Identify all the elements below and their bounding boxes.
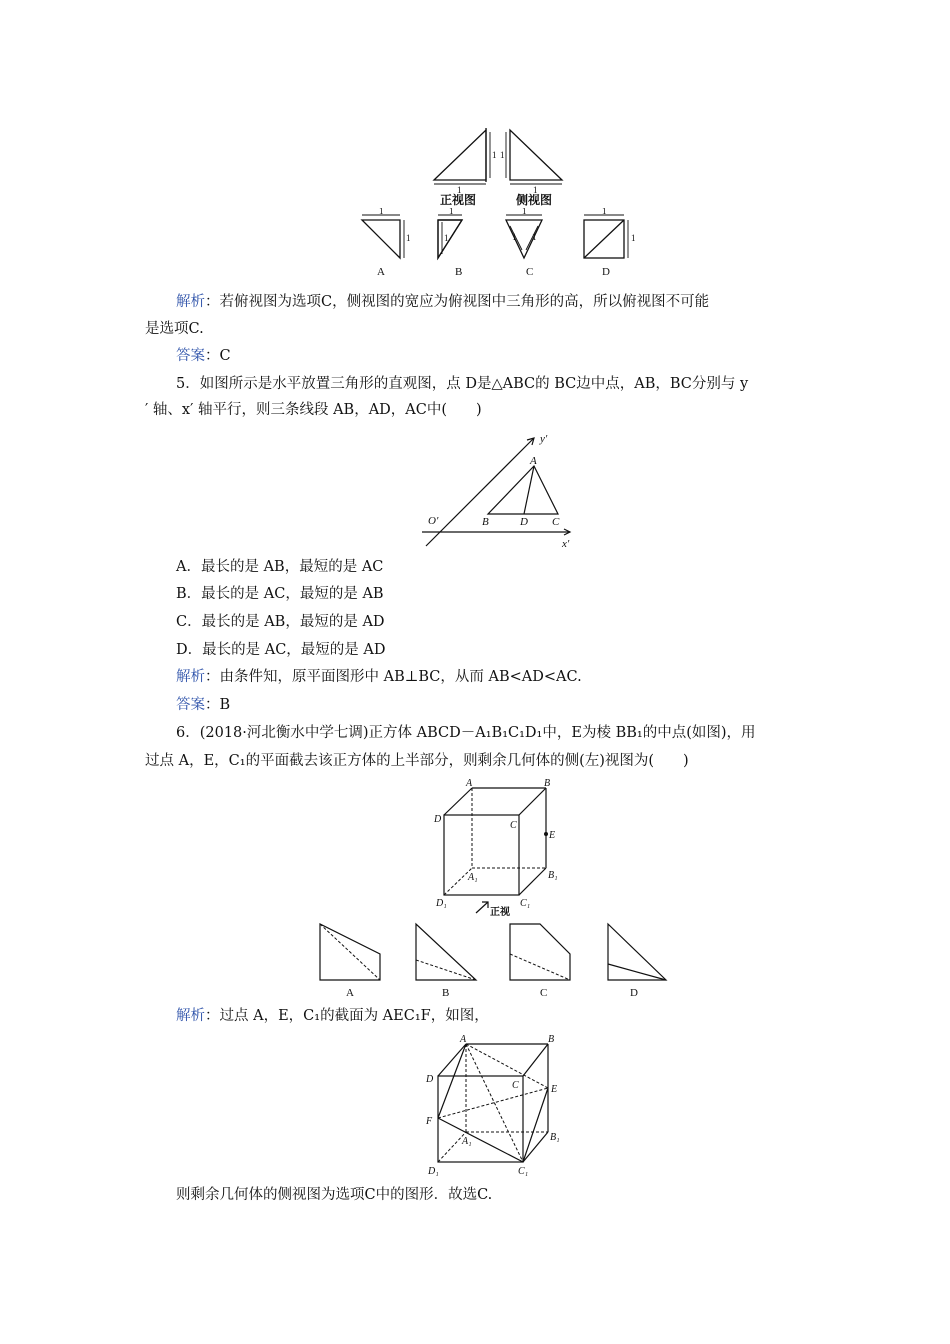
q4-dim-front-v: 1 bbox=[492, 150, 497, 160]
q6-cube-label-e: E bbox=[549, 830, 556, 841]
q6-stem-line1: 6．(2018·河北衡水中学七调)正方体 ABCD－A₁B₁C₁D₁中，E为棱 BB₁的中点(如图)，用 bbox=[176, 725, 756, 741]
q6-analysis-tag: 解析 bbox=[176, 1008, 205, 1024]
q5-label-d: D bbox=[520, 516, 528, 528]
q6-cube-figure bbox=[428, 778, 568, 918]
q5-oblique-triangle-figure bbox=[412, 428, 582, 552]
q5-analysis: 解析：由条件知，原平面图形中 AB⊥BC，从而 AB<AD<AC. bbox=[176, 669, 582, 685]
q5-label-c: C bbox=[552, 516, 560, 528]
q6-option-a-label: A bbox=[346, 987, 354, 999]
q4-analysis-tag: 解析 bbox=[176, 294, 205, 310]
q4-dim-side-h: 1 bbox=[533, 185, 538, 195]
q6-sec-label-c1: C₁ bbox=[518, 1166, 529, 1177]
q6-cube-label-d: D bbox=[434, 814, 442, 825]
q6-sec-label-b1: B₁ bbox=[550, 1132, 560, 1143]
q4-three-views-figure bbox=[420, 120, 580, 210]
q6-cube-label-c1: C₁ bbox=[520, 898, 531, 909]
q5-analysis-tag: 解析 bbox=[176, 669, 205, 685]
q4-dim-front-h: 1 bbox=[457, 185, 462, 195]
q4-dim-side-v: 1 bbox=[500, 150, 505, 160]
q4-opt-d-dim: 1 bbox=[602, 208, 607, 216]
q4-front-view-label: 正视图 bbox=[440, 193, 477, 207]
q4-opt-c-dim: 1 bbox=[522, 208, 527, 216]
q4-analysis-line1: 解析：若俯视图为选项C，侧视图的宽应为俯视图中三角形的高，所以俯视图不可能 bbox=[176, 294, 710, 310]
q4-option-c-label: C bbox=[526, 266, 534, 278]
q4-analysis-line2: 是选项C. bbox=[145, 321, 204, 337]
q5-label-b: B bbox=[482, 516, 489, 528]
q5-answer: 答案：B bbox=[176, 697, 231, 713]
q4-answer-tag: 答案 bbox=[176, 348, 205, 364]
q6-sec-label-b: B bbox=[548, 1034, 555, 1045]
q6-cube-label-a1: A₁ bbox=[468, 872, 478, 883]
q6-cube-label-a: A bbox=[466, 778, 473, 789]
q6-sec-label-d: D bbox=[426, 1074, 434, 1085]
q6-option-d-label: D bbox=[630, 987, 638, 999]
q4-option-d-label: D bbox=[602, 266, 610, 278]
q5-stem-line2: ′ 轴、x′ 轴平行，则三条线段 AB，AD，AC中( ) bbox=[145, 402, 482, 418]
q5-label-y: y′ bbox=[540, 433, 548, 445]
q4-opt-c-dim3: 1 bbox=[532, 232, 537, 242]
q4-opt-a-dim2: 1 bbox=[406, 233, 411, 243]
q4-opt-a-dim: 1 bbox=[379, 208, 384, 216]
q5-option-d: D．最长的是 AC，最短的是 AD bbox=[176, 642, 386, 658]
q4-side-view-label: 侧视图 bbox=[516, 193, 553, 207]
q5-stem-line1: 5．如图所示是水平放置三角形的直观图，点 D是△ABC的 BC边中点，AB，BC分别与 y bbox=[176, 376, 749, 392]
q6-cube-label-b1: B₁ bbox=[548, 870, 558, 881]
q6-sec-label-d1: D₁ bbox=[428, 1166, 439, 1177]
q5-label-x: x′ bbox=[562, 538, 570, 550]
q6-section-figure bbox=[420, 1032, 580, 1178]
q6-sec-label-e: E bbox=[551, 1084, 558, 1095]
q4-opt-c-dim2: 1 bbox=[512, 232, 517, 242]
q6-stem-line2: 过点 A，E，C₁的平面截去该正方体的上半部分，则剩余几何体的侧(左)视图为( ) bbox=[145, 753, 689, 769]
q6-analysis: 解析：过点 A，E，C₁的截面为 AEC₁F，如图， bbox=[176, 1008, 489, 1024]
q4-option-b-label: B bbox=[455, 266, 463, 278]
q6-option-c-label: C bbox=[540, 987, 548, 999]
q5-label-o: O′ bbox=[428, 515, 439, 527]
q6-front-view-label: 正视 bbox=[490, 907, 510, 918]
q5-label-a: A bbox=[530, 455, 537, 467]
q6-cube-label-c: C bbox=[510, 820, 517, 831]
q5-option-c: C．最长的是 AB，最短的是 AD bbox=[176, 614, 385, 630]
q5-option-b: B．最长的是 AC，最短的是 AB bbox=[176, 586, 384, 602]
q6-cube-label-d1: D₁ bbox=[436, 898, 447, 909]
q6-sec-label-f: F bbox=[426, 1116, 433, 1127]
q6-cube-label-b: B bbox=[544, 778, 551, 789]
q6-sec-label-a1: A₁ bbox=[462, 1136, 472, 1147]
q4-opt-b-dim: 1 bbox=[444, 233, 449, 243]
q4-option-a-label: A bbox=[377, 266, 385, 278]
q6-option-b-label: B bbox=[442, 987, 450, 999]
q4-opt-d-dim2: 1 bbox=[631, 233, 636, 243]
q5-answer-tag: 答案 bbox=[176, 697, 205, 713]
q4-answer: 答案：C bbox=[176, 348, 231, 364]
q6-sec-label-a: A bbox=[460, 1034, 467, 1045]
q4-opt-b-dim2: 1 bbox=[449, 208, 454, 216]
q5-option-a: A．最长的是 AB，最短的是 AC bbox=[176, 559, 384, 575]
q4-options-figure bbox=[352, 208, 642, 280]
q6-conclusion: 则剩余几何体的侧视图为选项C中的图形．故选C. bbox=[176, 1187, 493, 1203]
q6-options-figure bbox=[310, 918, 670, 1000]
q6-sec-label-c: C bbox=[512, 1080, 519, 1091]
